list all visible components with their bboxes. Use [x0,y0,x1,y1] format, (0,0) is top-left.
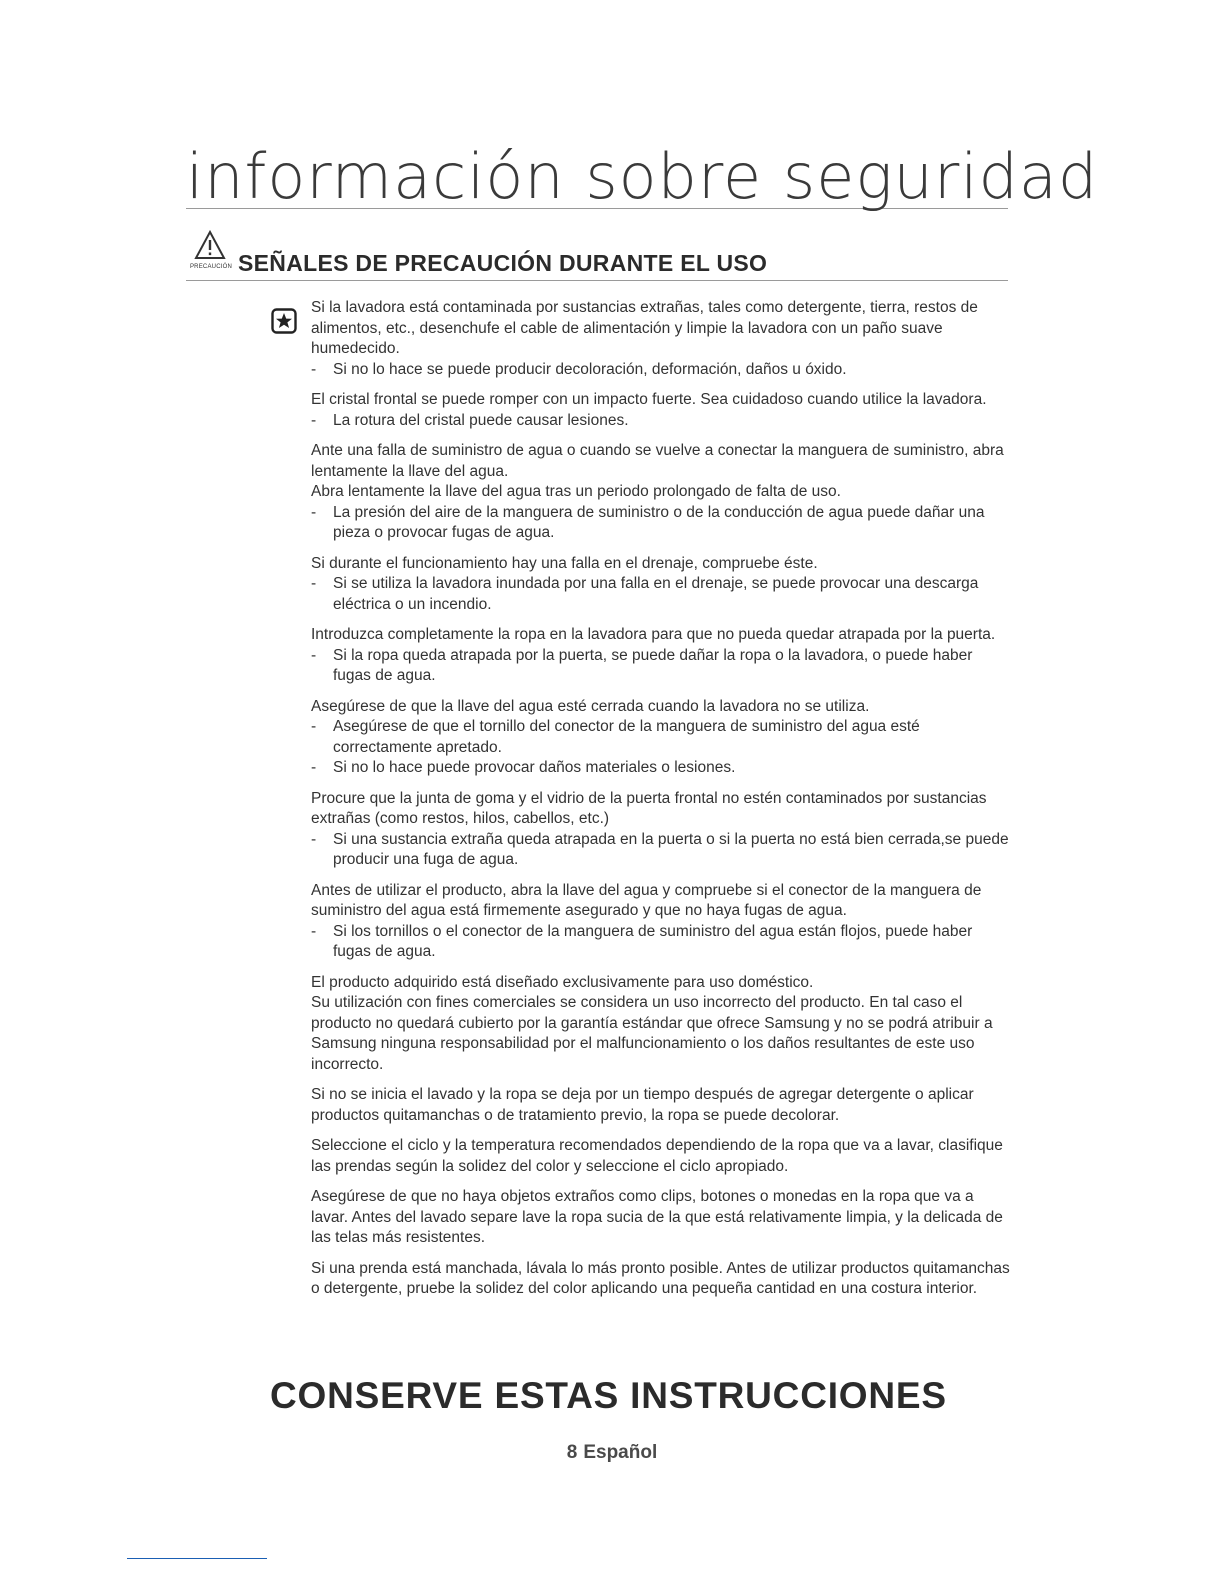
safety-content [311,298,1011,1310]
caution-label: PRECAUCIÓN [189,264,232,270]
bullet-item: - Si la ropa queda atrapada por la puerta, se puede dañar la ropa o la lavadora, o puede haber fugas de agua. [311,646,973,684]
page-title: información sobre seguridad [186,140,1099,213]
bullet-text: La rotura del cristal puede causar lesiones. [333,411,629,429]
safety-item [311,390,1011,431]
page-language: Español [583,1442,658,1463]
bullet-text: Si la ropa queda atrapada por la puerta, se puede dañar la ropa o la lavadora, o puede haber fugas de agua. [333,646,973,684]
item-text: Ante una falla de suministro de agua o cuando se vuelve a conectar la manguera de suministro, abra lentamente la llave del agua. [311,442,1004,480]
caution-icon [188,230,230,274]
bullet-item: - Si los tornillos o el conector de la manguera de suministro del agua están flojos, puede haber fugas de agua. [311,922,973,960]
section-title: SEÑALES DE PRECAUCIÓN DURANTE EL USO [238,250,768,276]
bullet-text: Si no lo hace se puede producir decoloración, deformación, daños u óxido. [333,360,847,378]
bullet-text: Si los tornillos o el conector de la manguera de suministro del agua están flojos, puede haber fugas de agua. [333,922,973,960]
footer-title: CONSERVE ESTAS INSTRUCCIONES [270,1375,947,1416]
safety-item [311,625,1011,687]
safety-item [311,298,1011,380]
item-text: Asegúrese de que la llave del agua esté cerrada cuando la lavadora no se utiliza. [311,697,870,715]
page-number: 8 [566,1442,578,1463]
safety-item [311,697,1011,779]
bullet-text: Asegúrese de que el tornillo del conector de la manguera de suministro del agua esté correctamente apretado. [333,718,920,756]
item-text: Procure que la junta de goma y el vidrio de la puerta frontal no estén contaminados por sustancias extrañas (como restos, hilos, cabellos, etc.) [311,789,987,827]
bullet-text: La presión del aire de la manguera de suministro o de la conducción de agua puede dañar una pieza o provocar fugas de agua. [333,503,985,541]
safety-item [311,1085,1011,1126]
bullet-item: - La presión del aire de la manguera de suministro o de la conducción de agua puede dañar una pieza o provocar fugas de agua. [311,503,985,541]
safety-item [311,973,1011,1076]
footer-divider [127,1558,267,1559]
bullet-text: Si una sustancia extraña queda atrapada en la puerta o si la puerta no está bien cerrada,se puede producir una fuga de agua. [333,830,1009,868]
item-text: Si no se inicia el lavado y la ropa se deja por un tiempo después de agregar detergente o aplicar productos quitamanchas o de tratamiento previo, la ropa se puede decolorar. [311,1086,974,1124]
item-text: Si una prenda está manchada, lávala lo más pronto posible. Antes de utilizar productos quitamanchas o detergente, pruebe la solidez del color aplicando una pequeña cantidad en una costura interior. [311,1259,1010,1297]
safety-item [311,441,1011,544]
item-text: El cristal frontal se puede romper con un impacto fuerte. Sea cuidadoso cuando utilice la lavadora. [311,391,987,408]
bullet-item: - La rotura del cristal puede causar lesiones. [311,411,629,429]
item-text: Si la lavadora está contaminada por sustancias extrañas, tales como detergente, tierra, restos de alimentos, etc., desenchufe el cable de alimentación y limpie la lavadora con un paño suave humedecido. [311,299,978,357]
item-text: Abra lentamente la llave del agua tras un periodo prolongado de falta de uso. [311,483,841,500]
bullet-text: Si no lo hace puede provocar daños materiales o lesiones. [333,759,736,776]
item-text: Antes de utilizar el producto, abra la llave del agua y compruebe si el conector de la manguera de suministro del agua está firmemente asegurado y que no haya fugas de agua. [311,881,982,919]
bullet-item: - Si no lo hace puede provocar daños materiales o lesiones. [311,759,736,776]
safety-item [311,1259,1011,1300]
safety-item [311,789,1011,871]
bullet-item: - Si se utiliza la lavadora inundada por una falla en el drenaje, se puede provocar una descarga eléctrica o un incendio. [311,575,979,613]
star-icon [271,308,297,334]
safety-item [311,1187,1011,1249]
safety-item [311,1136,1011,1177]
safety-item [311,881,1011,963]
bullet-item: - Si una sustancia extraña queda atrapada en la puerta o si la puerta no está bien cerrada,se puede producir una fuga de agua. [311,830,1009,868]
section-header [186,230,1008,281]
page-footer [0,1442,1224,1464]
item-text: Seleccione el ciclo y la temperatura recomendados dependiendo de la ropa que va a lavar, clasifique las prendas según la solidez del color y seleccione el ciclo apropiado. [311,1137,1003,1175]
item-text: Si durante el funcionamiento hay una falla en el drenaje, compruebe éste. [311,554,818,572]
bullet-item: - Asegúrese de que el tornillo del conector de la manguera de suministro del agua esté correctamente apretado. [311,718,920,756]
item-text: Introduzca completamente la ropa en la lavadora para que no pueda quedar atrapada por la puerta. [311,626,996,643]
safety-item [311,554,1011,616]
item-text: Asegúrese de que no haya objetos extraños como clips, botones o monedas en la ropa que va a lavar. Antes del lavado separe lave la ropa sucia de la que está relativamente limpia, y la delicada de las telas más resistentes. [311,1188,1003,1246]
item-text: El producto adquirido está diseñado exclusivamente para uso doméstico. [311,973,814,991]
item-text: Su utilización con fines comerciales se considera un uso incorrecto del producto. En tal caso el producto no quedará cubierto por la garantía estándar que ofrece Samsung y no se podrá atribuir a Samsung ninguna responsabilidad por el malfuncionamiento o los daños resultantes de este uso incorrecto. [311,994,993,1073]
bullet-text: Si se utiliza la lavadora inundada por una falla en el drenaje, se puede provocar una descarga eléctrica o un incendio. [333,575,979,613]
bullet-item: - Si no lo hace se puede producir decoloración, deformación, daños u óxido. [311,360,847,378]
